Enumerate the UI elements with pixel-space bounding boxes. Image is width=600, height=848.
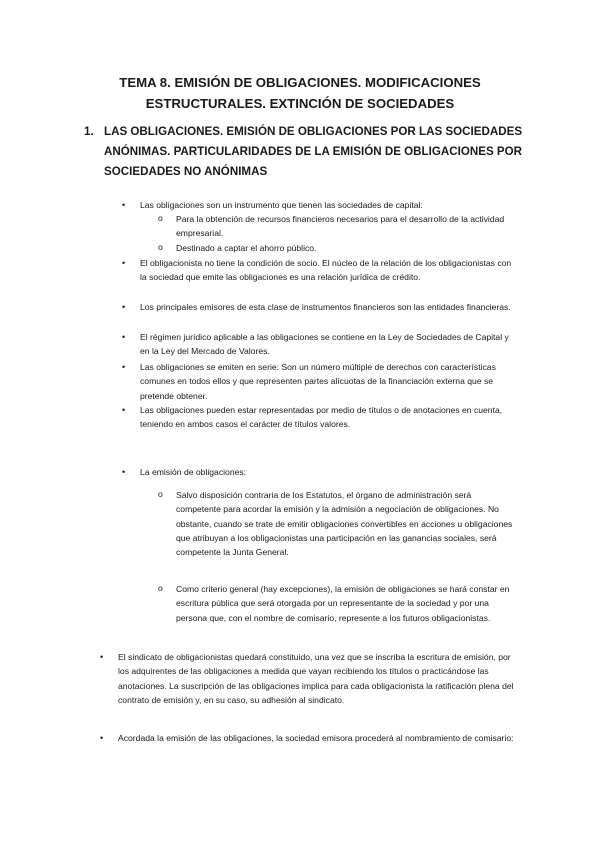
list-item: • Las obligaciones son un instrumento que tienen las sociedades de capital: bbox=[140, 198, 518, 212]
list-item: • Las obligaciones se emiten en serie: Son un número múltiple de derechos con características comunes en todos ellos y que representen partes alícuotas de la financiación externa que se pretende obtener. bbox=[140, 360, 518, 403]
list-item: • Los principales emisores de esta clase de instrumentos financieros son las entidades financieras. bbox=[140, 300, 518, 314]
list-item: • El obligacionista no tiene la condición de socio. El núcleo de la relación de los obligacionistas con la sociedad que emite las obligaciones es una relación jurídica de crédito. bbox=[140, 256, 518, 285]
document-title bbox=[80, 72, 520, 114]
sub-list-item: o Destinado a captar el ahorro público. bbox=[176, 241, 518, 255]
sub-list-item: o Como criterio general (hay excepciones), la emisión de obligaciones se hará constar en escritura pública que será otorgada por un representante de la sociedad y por una persona que, con el nombre de comisario, represente a los futuros obligacionistas. bbox=[176, 582, 518, 625]
list-item: • Acordada la emisión de las obligaciones, la sociedad emisora procederá al nombramiento de comisario: bbox=[118, 731, 520, 745]
list-item: • Las obligaciones pueden estar representadas por medio de títulos o de anotaciones en cuenta, teniendo en ambos casos el carácter de títulos valores. bbox=[140, 403, 518, 432]
title-line-1: TEMA 8. EMISIÓN DE OBLIGACIONES. MODIFICACIONES bbox=[119, 75, 481, 90]
list-item: • La emisión de obligaciones: bbox=[140, 465, 518, 479]
section-heading bbox=[84, 122, 524, 182]
sub-list-item: o Para la obtención de recursos financieros necesarios para el desarrollo de la actividad empresarial. bbox=[176, 212, 518, 241]
sub-list-item: o Salvo disposición contraria de los Estatutos, el órgano de administración será competente para acordar la emisión y la admisión a negociación de obligaciones. No obstante, cuando se trate de emitir obligaciones convertibles en acciones u obligaciones que atribuyan a los obligacionistas una participación en las ganancias sociales, será competente la Junta General. bbox=[176, 488, 518, 559]
section-number: 1. bbox=[84, 125, 94, 138]
section-heading-text: LAS OBLIGACIONES. EMISIÓN DE OBLIGACIONES POR LAS SOCIEDADES ANÓNIMAS. PARTICULARIDADES DE LA EMISIÓN DE OBLIGACIONES POR SOCIEDADES NO ANÓNIMAS bbox=[104, 125, 523, 178]
list-item: • El sindicato de obligacionistas quedará constituido, una vez que se inscriba la escritura de emisión, por los adquirentes de las obligaciones a medida que vayan recibiendo los títulos o practicándose las anotaciones. La suscripción de las obligaciones implica para cada obligacionista la ratificación plena del contrato de emisión y, en su caso, su adhesión al sindicato. bbox=[118, 650, 520, 707]
list-item: • El régimen jurídico aplicable a las obligaciones se contiene en la Ley de Sociedades de Capital y en la Ley del Mercado de Valores. bbox=[140, 330, 518, 359]
title-line-2: ESTRUCTURALES. EXTINCIÓN DE SOCIEDADES bbox=[145, 96, 455, 111]
